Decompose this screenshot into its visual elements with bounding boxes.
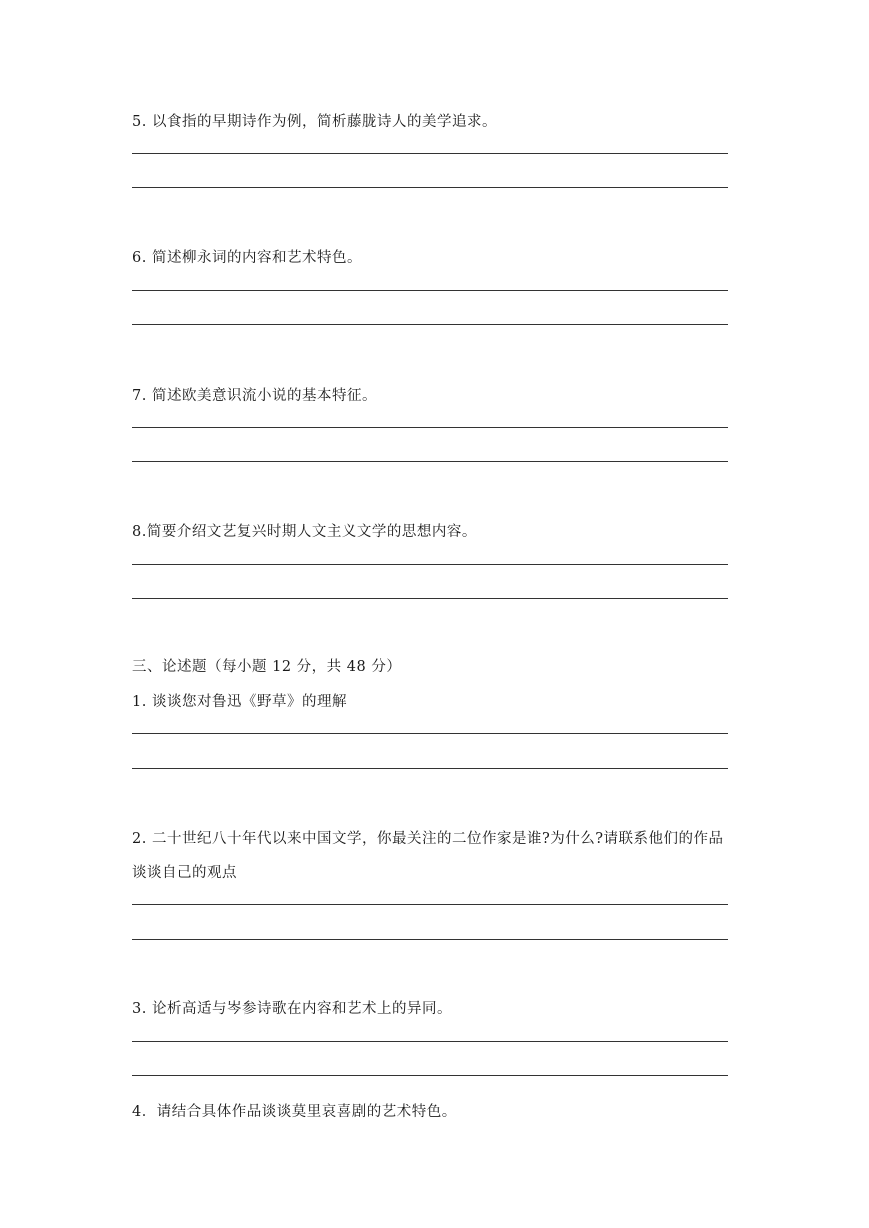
question-6-text: 6. 简述柳永词的内容和艺术特色。 xyxy=(132,250,362,266)
answer-line xyxy=(132,733,728,734)
question-8-text: 8.简要介绍文艺复兴时期人文主义文学的思想内容。 xyxy=(132,524,477,540)
essay-question-2-text-line1: 2. 二十世纪八十年代以来中国文学，你最关注的二位作家是谁?为什么?请联系他们的作品 xyxy=(132,831,724,847)
answer-line xyxy=(132,939,728,940)
answer-line xyxy=(132,598,728,599)
answer-line xyxy=(132,461,728,462)
answer-line xyxy=(132,1041,728,1042)
answer-line xyxy=(132,564,728,565)
essay-question-2-text-line2: 谈谈自己的观点 xyxy=(132,865,237,881)
answer-line xyxy=(132,1075,728,1076)
answer-line xyxy=(132,768,728,769)
answer-line xyxy=(132,153,728,154)
answer-line xyxy=(132,187,728,188)
essay-question-4-text: 4．请结合具体作品谈谈莫里哀喜剧的艺术特色。 xyxy=(132,1104,457,1120)
question-7-text: 7. 简述欧美意识流小说的基本特征。 xyxy=(132,388,377,404)
essay-question-1-text: 1. 谈谈您对鲁迅《野草》的理解 xyxy=(132,694,347,710)
question-5-text: 5. 以食指的早期诗作为例，简析藤胧诗人的美学追求。 xyxy=(132,114,497,130)
essay-question-3-text: 3. 论析高适与岑参诗歌在内容和艺术上的异同。 xyxy=(132,1001,452,1017)
answer-line xyxy=(132,904,728,905)
answer-line xyxy=(132,427,728,428)
answer-line xyxy=(132,290,728,291)
answer-line xyxy=(132,324,728,325)
section-3-heading: 三、论述题（每小题 12 分，共 48 分） xyxy=(132,659,402,675)
